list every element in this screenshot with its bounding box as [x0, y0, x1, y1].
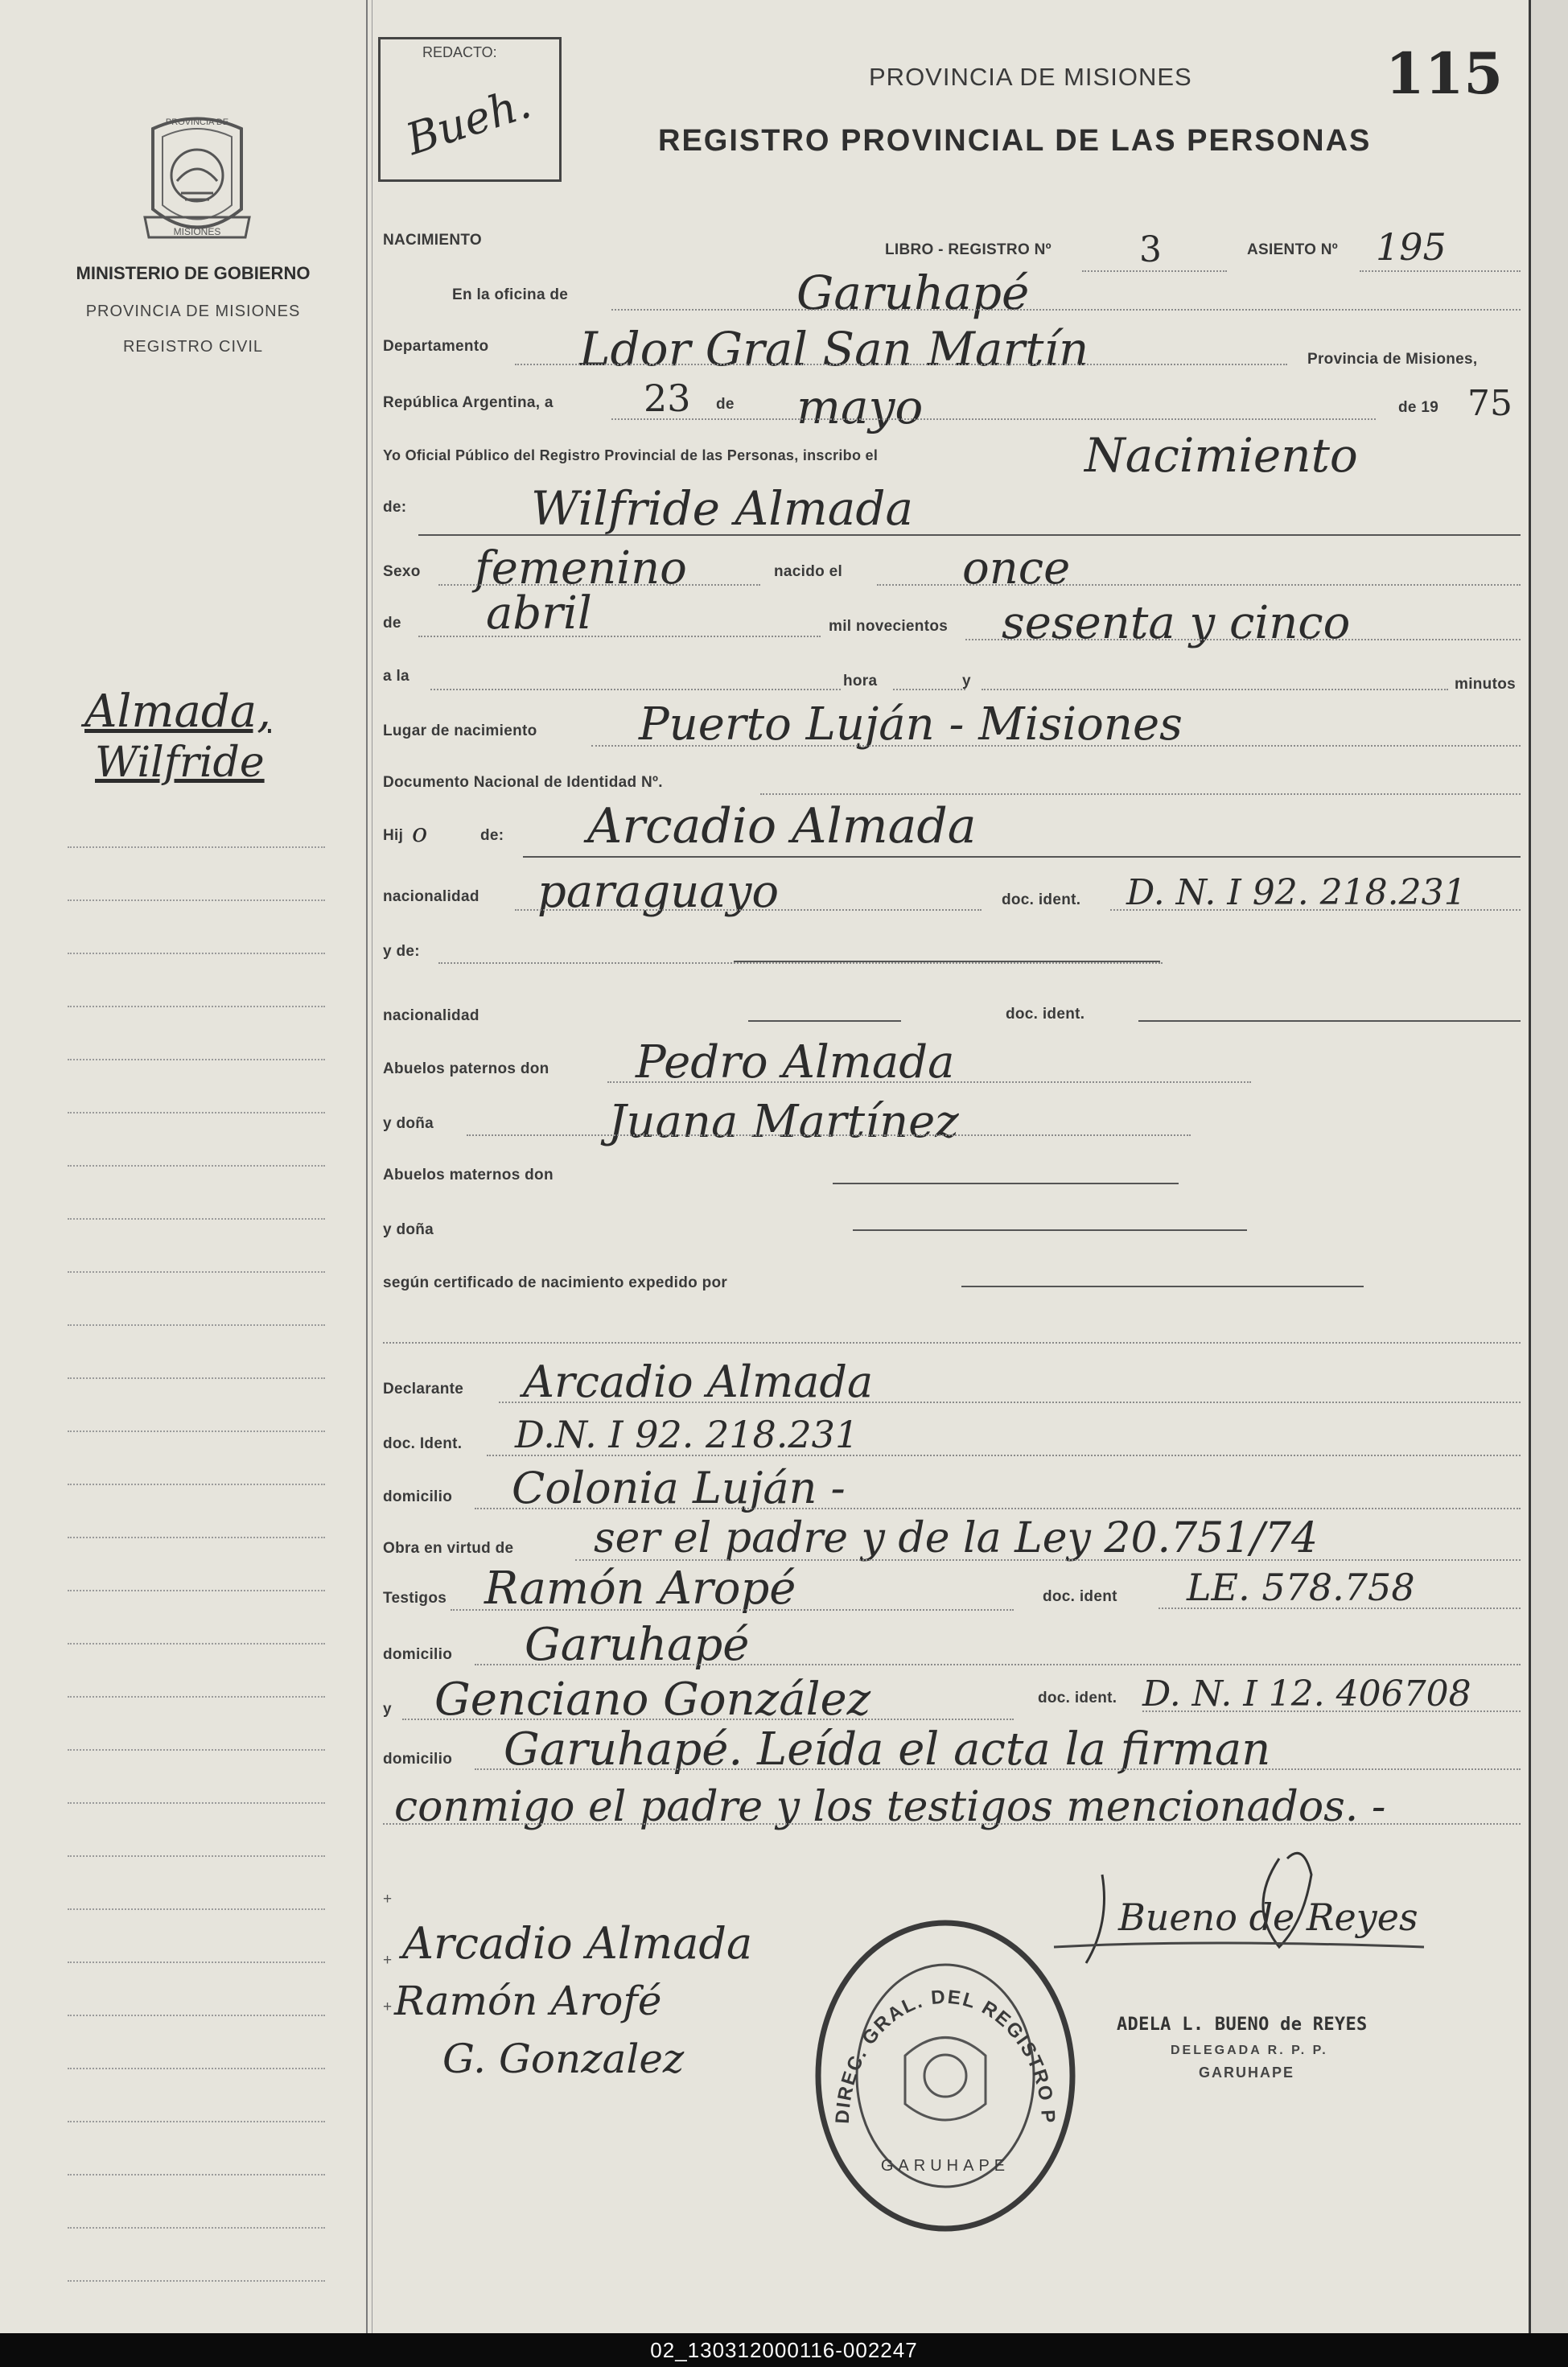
abuelo-paterno-value: Pedro Almada — [636, 1036, 955, 1089]
oficina-line — [611, 309, 1521, 311]
docident2-label: doc. ident. — [1006, 1006, 1085, 1023]
hijo-de-label: de: — [480, 827, 504, 844]
docident-label: doc. ident. — [1002, 891, 1081, 908]
de2-label: de: — [383, 499, 407, 516]
left-ruled-line — [68, 1165, 325, 1168]
testigo1-line — [451, 1609, 1014, 1611]
year-words-line — [965, 639, 1521, 640]
docident4-label: doc. ident — [1043, 1588, 1117, 1605]
obra-label: Obra en virtud de — [383, 1540, 514, 1557]
left-ruled-line — [68, 953, 325, 956]
nacionalidad-line — [515, 909, 982, 911]
y2-label: y — [383, 1701, 392, 1718]
ministry-title: MINISTERIO DE GOBIERNO — [76, 263, 311, 283]
minutos-line — [982, 689, 1448, 690]
oficina-label: En la oficina de — [452, 286, 569, 303]
date-line — [611, 418, 1376, 420]
yde-line2 — [734, 961, 1160, 962]
nacido-line — [877, 584, 1521, 586]
left-ruled-line — [68, 1537, 325, 1540]
libro-label: LIBRO - REGISTRO Nº — [885, 241, 1052, 258]
de-label: de — [716, 396, 735, 413]
year-label: de 19 — [1398, 399, 1439, 416]
ydona-label: y doña — [383, 1115, 434, 1132]
file-id-footer: 02_130312000116-002247 — [0, 2333, 1568, 2367]
province-title: PROVINCIA DE MISIONES — [869, 63, 1192, 91]
testigo2-value: Genciano González — [434, 1673, 871, 1726]
minutos-label: minutos — [1455, 676, 1516, 693]
crest-top-text: PROVINCIA DE — [165, 117, 229, 127]
ministry-province: PROVINCIA DE MISIONES — [85, 303, 301, 320]
nacionalidad2-line — [748, 1020, 901, 1022]
sig-mark-1: + — [383, 1891, 393, 1908]
declarante-doc-value: D.N. I 92. 218.231 — [515, 1413, 859, 1456]
left-ruled-line — [68, 1484, 325, 1487]
certificado-line — [961, 1286, 1364, 1287]
left-ruled-line — [68, 2121, 325, 2124]
left-ruled-line — [68, 1324, 325, 1328]
father-line — [523, 856, 1521, 858]
nacido-label: nacido el — [774, 563, 843, 580]
testigo1-value: Ramón Aropé — [484, 1562, 796, 1615]
round-seal-bottom-text: GARUHAPE — [880, 2157, 1010, 2175]
page-number: 115 — [1385, 40, 1504, 107]
testigos-label: Testigos — [383, 1590, 447, 1607]
abuela-paterna-line — [467, 1134, 1191, 1136]
left-ruled-line — [68, 2174, 325, 2177]
father-nationality-value: paraguayo — [537, 866, 780, 918]
left-ruled-line — [68, 1855, 325, 1859]
stamp-official-name: ADELA L. BUENO de REYES — [1117, 2015, 1368, 2035]
declarante-label: Declarante — [383, 1381, 464, 1398]
left-ruled-line — [68, 899, 325, 903]
hora-line2 — [893, 689, 965, 690]
left-ruled-line — [68, 1696, 325, 1699]
left-ruled-line — [68, 1590, 325, 1593]
nacido-value: once — [962, 542, 1071, 595]
hora-label: hora — [843, 673, 878, 690]
left-ruled-line — [68, 1430, 325, 1434]
yde-line — [438, 962, 1163, 964]
abuelos-maternos-label: Abuelos maternos don — [383, 1167, 554, 1184]
father-value: Arcadio Almada — [587, 798, 977, 854]
republica-label: República Argentina, a — [383, 394, 554, 411]
ala-label: a la — [383, 668, 409, 685]
redacto-label: REDACTO: — [422, 44, 497, 60]
official-signature-flourish-icon — [1038, 1826, 1456, 1987]
dni-line — [760, 793, 1521, 795]
abuelo-paterno-line — [607, 1081, 1251, 1083]
left-ruled-line — [68, 1908, 325, 1912]
departamento-value: Ldor Gral San Martín — [579, 322, 1089, 377]
libro-value: 3 — [1139, 229, 1162, 270]
margin-note-surname: Almada, — [84, 685, 271, 738]
domicilio2-label: domicilio — [383, 1646, 453, 1663]
book-binding-edge — [1529, 0, 1568, 2333]
signature-witness2: G. Gonzalez — [442, 2036, 685, 2082]
departamento-line — [515, 364, 1287, 365]
mil-label: mil novecientos — [829, 618, 949, 635]
birth-month-line — [418, 636, 821, 637]
left-ruled-line — [68, 2227, 325, 2230]
docident5-line — [1142, 1710, 1521, 1712]
asiento-label: ASIENTO Nº — [1247, 241, 1339, 258]
testigo2-doc-value: D. N. I 12. 406708 — [1142, 1673, 1471, 1715]
left-ruled-line — [68, 1006, 325, 1009]
registry-title: REGISTRO PROVINCIAL DE LAS PERSONAS — [658, 124, 1372, 158]
hora-line — [430, 689, 841, 690]
abuelos-maternos-line — [833, 1183, 1179, 1184]
signature-official: Bueno de Reyes — [1118, 1896, 1418, 1939]
month-value: mayo — [796, 380, 924, 434]
y-label: y — [962, 673, 971, 690]
certificado-line2 — [383, 1342, 1521, 1344]
closing-line1 — [475, 1768, 1521, 1770]
round-seal-icon — [809, 1915, 1082, 2237]
abuela-paterna-value: Juana Martínez — [608, 1096, 959, 1148]
docident5-label: doc. ident. — [1038, 1690, 1117, 1706]
oficina-value: Garuhapé — [796, 266, 1030, 320]
margin-note-name: Wilfride — [95, 739, 265, 787]
nacionalidad2-label: nacionalidad — [383, 1007, 479, 1024]
round-seal-ring-text: DIREC. GRAL. DEL REGISTRO P — [831, 1986, 1060, 2125]
asiento-value: 195 — [1376, 225, 1447, 269]
inscribo-value: Nacimiento — [1084, 428, 1358, 483]
asiento-line — [1360, 270, 1521, 272]
left-ruled-line — [68, 1059, 325, 1062]
docident2-line — [1138, 1020, 1521, 1022]
left-ruled-line — [68, 1218, 325, 1221]
hijo-label: Hij — [383, 827, 404, 844]
obra-line — [575, 1559, 1521, 1561]
day-value: 23 — [644, 377, 691, 420]
redacto-initials: Bueh. — [400, 77, 537, 165]
left-ruled-line — [68, 1271, 325, 1274]
de3-label: de — [383, 615, 401, 632]
sexo-label: Sexo — [383, 563, 421, 580]
certificado-label: según certificado de nacimiento expedido por — [383, 1274, 728, 1291]
left-ruled-line — [68, 1377, 325, 1381]
closing-line2 — [383, 1823, 1521, 1825]
obra-value: ser el padre y de la Ley 20.751/74 — [594, 1514, 1319, 1562]
ydona2-line — [853, 1229, 1247, 1231]
round-seal — [809, 1915, 1082, 2237]
testigo1-domicilio-value: Garuhapé — [525, 1619, 750, 1671]
redacto-box — [378, 37, 562, 182]
margin-divider — [366, 0, 368, 2333]
sig-mark-2: + — [383, 1952, 393, 1969]
domicilio-value: Colonia Luján - — [512, 1463, 846, 1513]
dni-label: Documento Nacional de Identidad Nº. — [383, 774, 663, 791]
birth-month-value: abril — [486, 587, 592, 640]
stamp-official-title: DELEGADA R. P. P. — [1171, 2044, 1328, 2057]
closing-text-line1: Garuhapé. Leída el acta la firman — [504, 1723, 1271, 1776]
sig-mark-3: + — [383, 1999, 393, 2015]
nacionalidad-label: nacionalidad — [383, 888, 479, 905]
left-ruled-line — [68, 2280, 325, 2283]
left-ruled-line — [68, 1962, 325, 1965]
left-ruled-line — [68, 2068, 325, 2071]
ydona2-label: y doña — [383, 1221, 434, 1238]
docident3-line — [487, 1455, 1521, 1456]
domicilio-label: domicilio — [383, 1488, 453, 1505]
oficial-label: Yo Oficial Público del Registro Provincial de las Personas, inscribo el — [383, 447, 879, 463]
hijo-suffix: o — [412, 817, 428, 848]
registered-name-value: Wilfride Almada — [531, 481, 914, 536]
left-ruled-line — [68, 1112, 325, 1115]
year-value: 75 — [1467, 383, 1512, 424]
docident3-label: doc. Ident. — [383, 1435, 463, 1452]
testigo1-doc-value: LE. 578.758 — [1187, 1566, 1415, 1609]
father-doc-value: D. N. I 92. 218.231 — [1126, 872, 1467, 913]
name-line — [418, 534, 1521, 536]
libro-line — [1082, 270, 1227, 272]
lugar-line — [591, 745, 1521, 747]
signature-father: Arcadio Almada — [402, 1918, 753, 1969]
sexo-line — [438, 584, 760, 586]
docident-line — [1110, 909, 1521, 911]
declarante-line — [499, 1402, 1521, 1403]
left-ruled-line — [68, 1643, 325, 1646]
left-ruled-line — [68, 1802, 325, 1805]
signature-witness1: Ramón Arofé — [394, 1978, 662, 2024]
domicilio3-label: domicilio — [383, 1751, 453, 1768]
crest-bottom-text: MISIONES — [173, 226, 221, 237]
left-ruled-line — [68, 1749, 325, 1752]
lugar-value: Puerto Luján - Misiones — [639, 698, 1183, 751]
sexo-value: femenino — [475, 542, 687, 595]
civil-registry: REGISTRO CIVIL — [122, 338, 264, 356]
docident4-line — [1159, 1608, 1521, 1609]
lugar-label: Lugar de nacimiento — [383, 722, 537, 739]
abuelos-paternos-label: Abuelos paternos don — [383, 1060, 549, 1077]
declarante-value: Arcadio Almada — [523, 1356, 874, 1407]
domicilio2-line — [475, 1664, 1521, 1665]
provincia-label: Provincia de Misiones, — [1307, 351, 1478, 368]
testigo2-line — [402, 1719, 1014, 1720]
year-words-value: sesenta y cinco — [1002, 597, 1351, 649]
closing-text-line2: conmigo el padre y los testigos mencionados. - — [394, 1783, 1386, 1831]
domicilio-line — [475, 1508, 1521, 1509]
yde-label: y de: — [383, 943, 420, 960]
left-ruled-line — [68, 2015, 325, 2018]
left-ruled-line — [68, 846, 325, 850]
stamp-official-office: GARUHAPE — [1199, 2064, 1295, 2081]
departamento-label: Departamento — [383, 338, 489, 355]
nacimiento-label: NACIMIENTO — [383, 232, 482, 249]
